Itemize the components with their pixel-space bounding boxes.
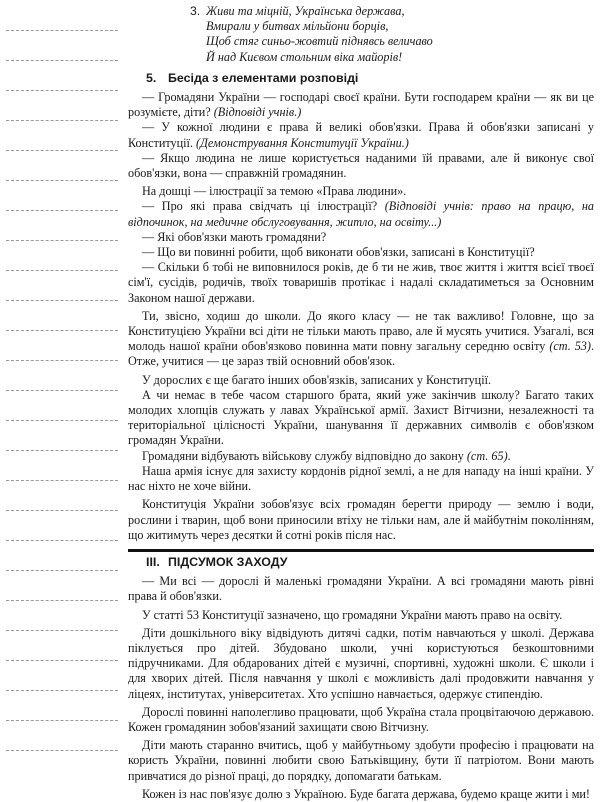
paragraph: Діти дошкільного віку відвідують дитячі садки, потім навчаються у школі. Держава піклується про дітей. Збудовано школи, учні користуються безкоштовними підручниками. Для обдарованих дітей є музичні, спортивні, художні школи. Є школи і для хворих дітей. Після навчання у школі є можливість далі продовжити навчання у ліцеях, інститутах, університетах. Хто успішно навчається, одержує стипендію.	[128, 625, 594, 701]
paragraph: Дорослі повинні наполегливо працювати, щоб Україна стала процвітаючою державою. Кожен громадянин зобов'язаний захищати свою Вітчизну.	[128, 704, 594, 734]
paragraph: — Ми всі — дорослі й маленькі громадяни України. А всі громадяни мають рівні права й обов'язки.	[128, 574, 594, 604]
section-title: ПІДСУМОК ЗАХОДУ	[168, 554, 288, 569]
page-content	[128, 4, 594, 801]
section-number: III.	[146, 554, 160, 569]
margin-notes-area	[0, 0, 125, 772]
poem-line: Вмирали у битвах мільйони борців,	[206, 19, 389, 34]
paragraph: — Що ви повинні робити, щоб виконати обов'язки, записані в Конституції?	[142, 245, 535, 260]
summary-heading	[128, 549, 594, 570]
paragraph: Конституція України зобов'язує всіх громадян берегти природу — землю і води, рослини і тварин, щоб вони приносили втіху не тільки нам, але й майбутнім поколінням, що житимуть через десятки й сотні років після нас.	[128, 497, 594, 542]
paragraph: Кожен із нас пов'язує долю з Україною. Буде багата держава, будемо краще жити і ми!	[142, 786, 590, 801]
poem-line: Щоб стяг синьо-жовтий піднявсь величаво	[206, 34, 433, 49]
paragraph: Громадяни відбувають військову службу відповідно до закону (ст. 65).	[142, 448, 511, 463]
paragraph: Наша армія існує для захисту кордонів рідної землі, а не для нападу на інші країни. У нас ніхто не хоче війни.	[128, 463, 594, 494]
paragraph: У дорослих є ще багато інших обов'язків, записаних у Конституції.	[142, 372, 492, 387]
poem-stanza	[128, 4, 594, 65]
paragraph: На дошці — ілюстрації за темою «Права людини».	[142, 184, 407, 199]
paragraph: — У кожної людини є права й великі обов'язки. Права й обов'язки записані у Конституції. (Демонстрування Конституції України.)	[128, 120, 594, 150]
section-number: 5.	[146, 70, 157, 85]
paragraph: — Скільки б тобі не виповнилося років, де б ти не жив, твоє життя і життя всієї твоєї сім'ї, сусідів, родичів, твоїх товаришів протікає і надалі складатиметься за Основним Законом нашої держави.	[128, 260, 594, 305]
paragraph: Діти мають старанно вчитись, щоб у майбутньому здобути професію і працювати на користь України, повинні любити свою Батьківщину, бути її патріотом. Вони мають привчатися до різної праці, до порядку, допомагати батькам.	[128, 738, 594, 783]
paragraph: А чи немає в тебе часом старшого брата, який уже закінчив школу? Багато таких молодих хлопців служать у лавах Української армії. Захист Вітчизни, незалежності та територіальної цілісності України, шанування її державних символів є обов'язком громадян України.	[128, 387, 594, 448]
paragraph: У статті 53 Конституції зазначено, що громадяни України мають право на освіту.	[142, 607, 563, 622]
poem-line: Живи та міцній, Українська держава,	[206, 4, 405, 18]
poem-number: 3.	[190, 4, 201, 18]
section-title: Бесіда з елементами розповіді	[168, 70, 359, 85]
section-heading	[146, 71, 594, 86]
paragraph: — Якщо людина не лише користується наданими їй правами, але й виконує свої обов'язки, вона — справжній громадянин.	[128, 150, 594, 181]
poem-line: Й над Києвом стольним віка майорів!	[206, 49, 403, 64]
paragraph: — Про які права свідчать ці ілюстрації? (Відповіді учнів: право на працю, на відпочинок, на медичне обслуговування, житло, на освіту...)	[128, 199, 594, 229]
paragraph: Ти, звісно, ходиш до школи. До якого класу — не так важливо! Головне, що за Конституцією України всі діти не тільки мають право, але й мусять учитися. Узагалі, вся молодь нашої країни обов'язково повинна мати повну загальну середню освіту (ст. 53). Отже, учитися — це зараз твій основний обов'язок.	[128, 308, 594, 369]
paragraph: — Громадяни України — господарі своєї країни. Бути господарем країни — як ви це розумієте, діти? (Відповіді учнів.)	[128, 90, 594, 120]
paragraph: — Які обов'язки мають громадяни?	[142, 229, 327, 244]
